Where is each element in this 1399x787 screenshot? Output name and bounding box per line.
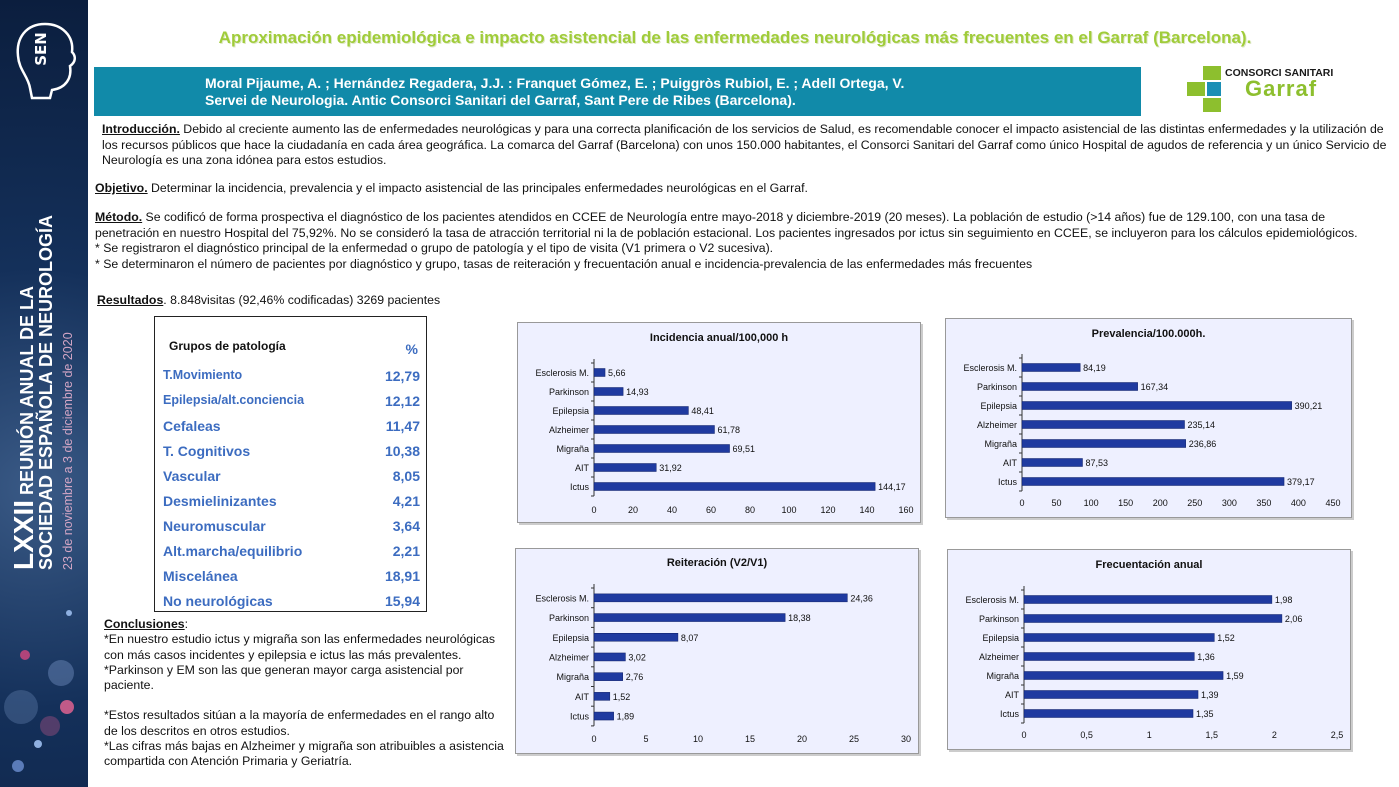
category-label: AIT	[574, 691, 589, 702]
x-tick-label: 300	[1221, 498, 1237, 508]
x-tick-label: 2,5	[1330, 730, 1344, 740]
data-label: 69,51	[732, 444, 756, 454]
data-label: 236,86	[1188, 439, 1217, 449]
x-tick-label: 80	[744, 505, 756, 515]
chart-svg	[516, 549, 918, 753]
data-label: 61,78	[717, 425, 741, 435]
data-label: 84,19	[1083, 363, 1106, 373]
category-label: Parkinson	[978, 614, 1019, 624]
results-heading: Resultados	[97, 293, 164, 307]
objective-heading: Objetivo.	[95, 181, 148, 195]
x-tick-label: 30	[900, 734, 912, 744]
data-label: 8,07	[680, 632, 699, 643]
category-label: Parkinson	[976, 382, 1017, 392]
category-label: Esclerosis M.	[535, 593, 589, 604]
x-tick-label: 120	[820, 505, 836, 515]
bar	[594, 712, 614, 720]
category-label: Alzheimer	[976, 420, 1017, 430]
category-label: Esclerosis M.	[963, 363, 1017, 373]
category-label: Epilepsia	[552, 632, 589, 643]
data-label: 1,89	[616, 711, 635, 722]
table-row: Alt.marcha/equilibrio 2,21	[163, 543, 420, 559]
conclusions-colon: :	[184, 617, 189, 631]
bar	[594, 445, 730, 453]
table-row: T.Movimiento 12,79	[163, 368, 420, 384]
chart-reiteration	[515, 548, 919, 754]
category-label: Esclerosis M.	[535, 368, 589, 378]
results-text: . 8.848visitas (92,46% codificadas) 3269 pacientes	[163, 293, 441, 307]
chart-svg	[518, 323, 920, 522]
x-tick-label: 450	[1325, 498, 1341, 508]
conclusions-section	[104, 617, 504, 770]
table-row: Epilepsia/alt.conciencia 12,12	[163, 393, 420, 409]
congress-dates: 23 de noviembre a 3 de diciembre de 2020	[61, 332, 75, 570]
x-tick-label: 1,5	[1205, 730, 1219, 740]
table-row: No neurológicas 15,94	[163, 593, 420, 609]
category-label: AIT	[1004, 690, 1019, 700]
affiliation: Servei de Neurologia. Antic Consorci Sanitari del Garraf, Sant Pere de Ribes (Barcelona).	[205, 92, 796, 108]
category-label: Migraña	[556, 444, 589, 454]
method-bullet-1: * Se registraron el diagnóstico principal de la enfermedad o grupo de patología y el tipo de visita (V1 primera o V2 sucesiva).	[95, 241, 774, 255]
table-header-pct: %	[405, 341, 418, 357]
x-tick-label: 25	[848, 734, 860, 744]
data-label: 1,98	[1274, 595, 1293, 605]
chart-frequentation	[947, 549, 1351, 750]
category-label: Parkinson	[548, 613, 589, 624]
bar	[1022, 383, 1138, 391]
x-tick-label: 160	[898, 505, 914, 515]
x-tick-label: 2	[1271, 730, 1277, 740]
data-label: 1,39	[1201, 690, 1219, 700]
data-label: 2,06	[1284, 614, 1303, 624]
data-label: 87,53	[1085, 458, 1109, 468]
bar	[1024, 672, 1223, 680]
category-label: Parkinson	[548, 387, 589, 397]
table-row: T. Cognitivos 10,38	[163, 443, 420, 459]
data-label: 1,36	[1197, 652, 1215, 662]
conclusion-4: *Las cifras más bajas en Alzheimer y migraña son atribuibles a asistencia compartida con Atención Primaria y Geriatría.	[104, 739, 504, 769]
x-tick-label: 50	[1051, 498, 1062, 508]
bar	[594, 426, 714, 434]
table-row: Vascular 8,05	[163, 468, 420, 484]
bar	[594, 653, 625, 661]
chart-title: Reiteración (V2/V1)	[666, 557, 768, 569]
x-tick-label: 15	[744, 734, 756, 744]
category-label: Epilepsia	[552, 406, 589, 416]
data-label: 31,92	[659, 463, 682, 473]
objective-section	[95, 181, 1385, 197]
bar	[1024, 691, 1198, 699]
x-tick-label: 200	[1152, 498, 1168, 508]
bar	[594, 388, 623, 396]
table-header-group: Grupos de patología	[169, 339, 286, 353]
table-row: Miscelánea 18,91	[163, 568, 420, 584]
objective-text: Determinar la incidencia, prevalencia y el impacto asistencial de las principales enfermedades neurológicas en el Garraf.	[147, 181, 808, 195]
bar	[1024, 615, 1282, 623]
data-label: 1,52	[612, 691, 631, 702]
table-row: Cefaleas 11,47	[163, 418, 420, 434]
conclusions-heading: Conclusiones	[104, 617, 185, 631]
method-bullet-2: * Se determinaron el número de pacientes por diagnóstico y grupo, tasas de reiteración y frecuentación anual e incidencia-prevalencia de las enfermedades más frecuentes	[95, 256, 1033, 271]
bar	[594, 614, 785, 622]
x-tick-label: 140	[859, 505, 875, 515]
intro-heading: Introducción.	[102, 122, 180, 136]
data-label: 2,76	[625, 672, 644, 683]
method-section	[95, 210, 1385, 272]
authors-banner	[94, 67, 1141, 116]
x-tick-label: 0	[1019, 498, 1025, 508]
introduction-section	[102, 122, 1392, 169]
edition-number: LXXII	[8, 499, 39, 570]
x-tick-label: 0	[1021, 730, 1027, 740]
authors: Moral Pijaume, A. ; Hernández Regadera, J.J. : Franquet Gómez, E. ; Puiggròs Rubiol, E. ; Adell Ortega, V.	[205, 75, 905, 91]
data-label: 14,93	[626, 387, 649, 397]
bar	[1022, 459, 1082, 467]
data-label: 48,41	[691, 406, 714, 416]
bar	[1022, 440, 1186, 448]
x-tick-label: 150	[1118, 498, 1134, 508]
category-label: Ictus	[569, 711, 589, 722]
bar	[594, 483, 875, 491]
data-label: 18,38	[788, 613, 811, 624]
bar	[594, 594, 847, 602]
bar	[1024, 653, 1194, 661]
x-tick-label: 0,5	[1080, 730, 1093, 740]
bar	[594, 692, 610, 700]
x-tick-label: 20	[796, 734, 808, 744]
congress-line2: SOCIEDAD ESPAÑOLA DE NEUROLOGÍA	[36, 214, 56, 570]
x-tick-label: 40	[666, 505, 678, 515]
chart-prevalence	[945, 318, 1352, 518]
pathology-table	[154, 316, 427, 612]
congress-line1: REUNIÓN ANUAL DE LA	[17, 285, 37, 495]
data-label: 1,35	[1196, 709, 1214, 719]
method-text: Se codificó de forma prospectiva el diagnóstico de los pacientes atendidos en CCEE de Neurología entre mayo-2018 y diciembre-2019 (20 meses). La población de estudio (>14 años) fue de 129.100, con una tasa de penetración en nuestro Hospital del 75,92%. No se consideró la tasa de atracción territorial ni la de población estacional. Los pacientes ingresados por ictus sin seguimiento en CCEE, se incluyeron para los cálculos epidemiológicos.	[95, 210, 1358, 240]
data-label: 5,66	[608, 368, 626, 378]
x-tick-label: 250	[1187, 498, 1203, 508]
category-label: AIT	[1002, 458, 1017, 468]
x-tick-label: 60	[705, 505, 717, 515]
category-label: Ictus	[569, 482, 589, 492]
bar	[1022, 402, 1292, 410]
data-label: 3,02	[628, 652, 646, 663]
x-tick-label: 10	[692, 734, 704, 744]
data-label: 144,17	[878, 482, 906, 492]
bar	[594, 369, 605, 377]
bar	[1024, 634, 1214, 642]
table-row: Desmielinizantes 4,21	[163, 493, 420, 509]
category-label: Alzheimer	[548, 425, 589, 435]
data-label: 1,52	[1217, 633, 1235, 643]
x-tick-label: 400	[1290, 498, 1306, 508]
category-label: Migraña	[984, 439, 1017, 449]
bar	[1024, 710, 1193, 718]
x-tick-label: 5	[643, 734, 649, 744]
data-label: 167,34	[1140, 382, 1169, 392]
chart-svg	[948, 550, 1350, 749]
bar	[594, 633, 678, 641]
category-label: Migraña	[986, 671, 1019, 681]
x-tick-label: 100	[1083, 498, 1099, 508]
bar	[594, 407, 688, 415]
bar	[1022, 478, 1284, 486]
category-label: Migraña	[556, 672, 589, 683]
data-label: 1,59	[1226, 671, 1244, 681]
sidebar	[0, 0, 88, 787]
bar	[1022, 364, 1080, 372]
category-label: Ictus	[997, 477, 1017, 487]
category-label: Alzheimer	[978, 652, 1019, 662]
data-label: 390,21	[1294, 401, 1323, 411]
conclusion-3: *Estos resultados sitúan a la mayoría de enfermedades en el rango alto de los descritos en otros estudios.	[104, 708, 495, 738]
chart-incidence	[517, 322, 921, 523]
category-label: Alzheimer	[548, 652, 589, 663]
chart-title: Incidencia anual/100,000 h	[649, 332, 789, 344]
logo-line1: CONSORCI SANITARI	[1225, 67, 1334, 79]
conclusion-2: *Parkinson y EM son las que generan mayor carga asistencial por paciente.	[104, 662, 464, 693]
method-heading: Método.	[95, 210, 143, 224]
data-label: 235,14	[1187, 420, 1216, 430]
sen-logo-text: SEN	[31, 32, 50, 66]
category-label: Epilepsia	[982, 633, 1019, 643]
x-tick-label: 0	[591, 505, 597, 515]
intro-text: Debido al creciente aumento las de enfermedades neurológicas y para una correcta planificación de los servicios de Salud, es recomendable conocer el impacto asistencial de las distintas enfermedades y la utilización de los recursos públicos que hace la ciudadanía en cada área geográfica. La comarca del Garraf (Barcelona) con unos 150.000 habitantes, el Consorci Sanitari del Garraf como único Hospital de agudos de referencia y un único Servicio de Neurología es una zona idónea para estos estudios.	[102, 122, 1387, 167]
table-row: Neuromuscular 3,64	[163, 518, 420, 534]
results-section	[97, 293, 440, 309]
bar	[594, 673, 623, 681]
category-label: Esclerosis M.	[965, 595, 1019, 605]
chart-svg	[946, 319, 1351, 517]
category-label: Ictus	[999, 709, 1019, 719]
x-tick-label: 100	[781, 505, 797, 515]
poster-title: Aproximación epidemiológica e impacto asistencial de las enfermedades neurológicas más frecuentes en el Garraf (Barcelona).	[218, 28, 1252, 47]
category-label: AIT	[574, 463, 589, 473]
chart-title: Prevalencia/100.000h.	[1091, 328, 1206, 340]
data-label: 24,36	[850, 593, 873, 604]
congress-banner	[8, 0, 75, 570]
x-tick-label: 350	[1256, 498, 1272, 508]
x-tick-label: 0	[591, 734, 597, 744]
category-label: Epilepsia	[980, 401, 1017, 411]
x-tick-label: 20	[627, 505, 639, 515]
conclusion-1: *En nuestro estudio ictus y migraña son las enfermedades neurológicas con más casos incidentes y epilepsia e ictus las más prevalentes.	[104, 632, 495, 662]
data-label: 379,17	[1287, 477, 1315, 487]
bar	[594, 464, 656, 472]
bar	[1024, 596, 1272, 604]
bar	[1022, 421, 1185, 429]
logo-line2: Garraf	[1245, 76, 1318, 101]
chart-title: Frecuentación anual	[1095, 559, 1203, 571]
x-tick-label: 1	[1146, 730, 1152, 740]
